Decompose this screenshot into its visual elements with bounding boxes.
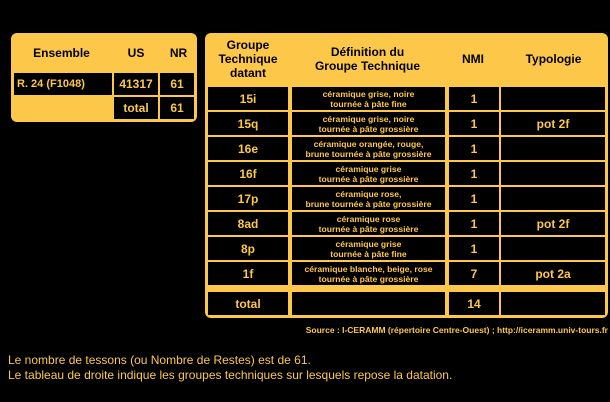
total-typologie-empty	[501, 292, 605, 315]
cell-nr: 61	[160, 73, 194, 95]
cell-nmi: 1	[449, 212, 499, 235]
description-line-2: Le tableau de droite indique les groupes techniques sur lesquels repose la datation.	[8, 368, 453, 382]
cell-us: 41317	[114, 73, 158, 95]
cell-nmi: 1	[449, 237, 499, 260]
cell-groupe: 1f	[208, 262, 288, 285]
source-note: Source : I-CERAMM (répertoire Centre-Ouest) ; http://iceramm.univ-tours.fr	[305, 325, 608, 335]
cell-groupe: 17p	[208, 187, 288, 210]
cell-nmi: 1	[449, 87, 499, 110]
cell-typologie: pot 2f	[501, 112, 605, 135]
cell-ensemble: R. 24 (F1048)	[14, 73, 112, 95]
cell-typologie: pot 2a	[501, 262, 605, 285]
cell-typologie	[501, 87, 605, 110]
cell-typologie	[501, 237, 605, 260]
total-definition-empty	[292, 292, 445, 315]
header-nmi: NMI	[462, 52, 484, 66]
total-nmi: 14	[449, 292, 499, 315]
cell-typologie	[501, 162, 605, 185]
header-us: US	[127, 46, 145, 60]
cell-groupe: 15q	[208, 112, 288, 135]
cell-definition: céramique grise tournée à pâte fine	[292, 237, 445, 260]
cell-typologie	[501, 137, 605, 160]
cell-typologie	[501, 187, 605, 210]
cell-groupe: 8p	[208, 237, 288, 260]
total-label: total	[114, 97, 158, 119]
header-ensemble: Ensemble	[33, 46, 90, 60]
header-groupe: Groupe Technique datant	[218, 38, 278, 80]
header-nr: NR	[169, 46, 188, 60]
cell-nmi: 7	[449, 262, 499, 285]
cell-groupe: 16f	[208, 162, 288, 185]
cell-definition: céramique rose, brune tournée à pâte grossière	[292, 187, 445, 210]
header-definition: Définition du Groupe Technique	[314, 45, 421, 73]
cell-typologie: pot 2f	[501, 212, 605, 235]
cell-definition: céramique grise tournée à pâte grossière	[292, 162, 445, 185]
cell-groupe: 15i	[208, 87, 288, 110]
cell-definition: céramique rose tournée à pâte grossière	[292, 212, 445, 235]
cell-nmi: 1	[449, 187, 499, 210]
cell-definition: céramique grise, noire tournée à pâte fine	[292, 87, 445, 110]
cell-nmi: 1	[449, 137, 499, 160]
cell-definition: céramique grise, noire tournée à pâte grossière	[292, 112, 445, 135]
cell-definition: céramique orangée, rouge, brune tournée à pâte grossière	[292, 137, 445, 160]
cell-groupe: 8ad	[208, 212, 288, 235]
cell-nmi: 1	[449, 112, 499, 135]
description-line-1: Le nombre de tessons (ou Nombre de Restes) est de 61.	[8, 353, 311, 367]
cell-definition: céramique blanche, beige, rose tournée à pâte grossière	[292, 262, 445, 285]
total-label-right: total	[208, 292, 288, 315]
total-nr: 61	[160, 97, 194, 119]
header-typologie: Typologie	[525, 52, 582, 66]
cell-groupe: 16e	[208, 137, 288, 160]
cell-nmi: 1	[449, 162, 499, 185]
